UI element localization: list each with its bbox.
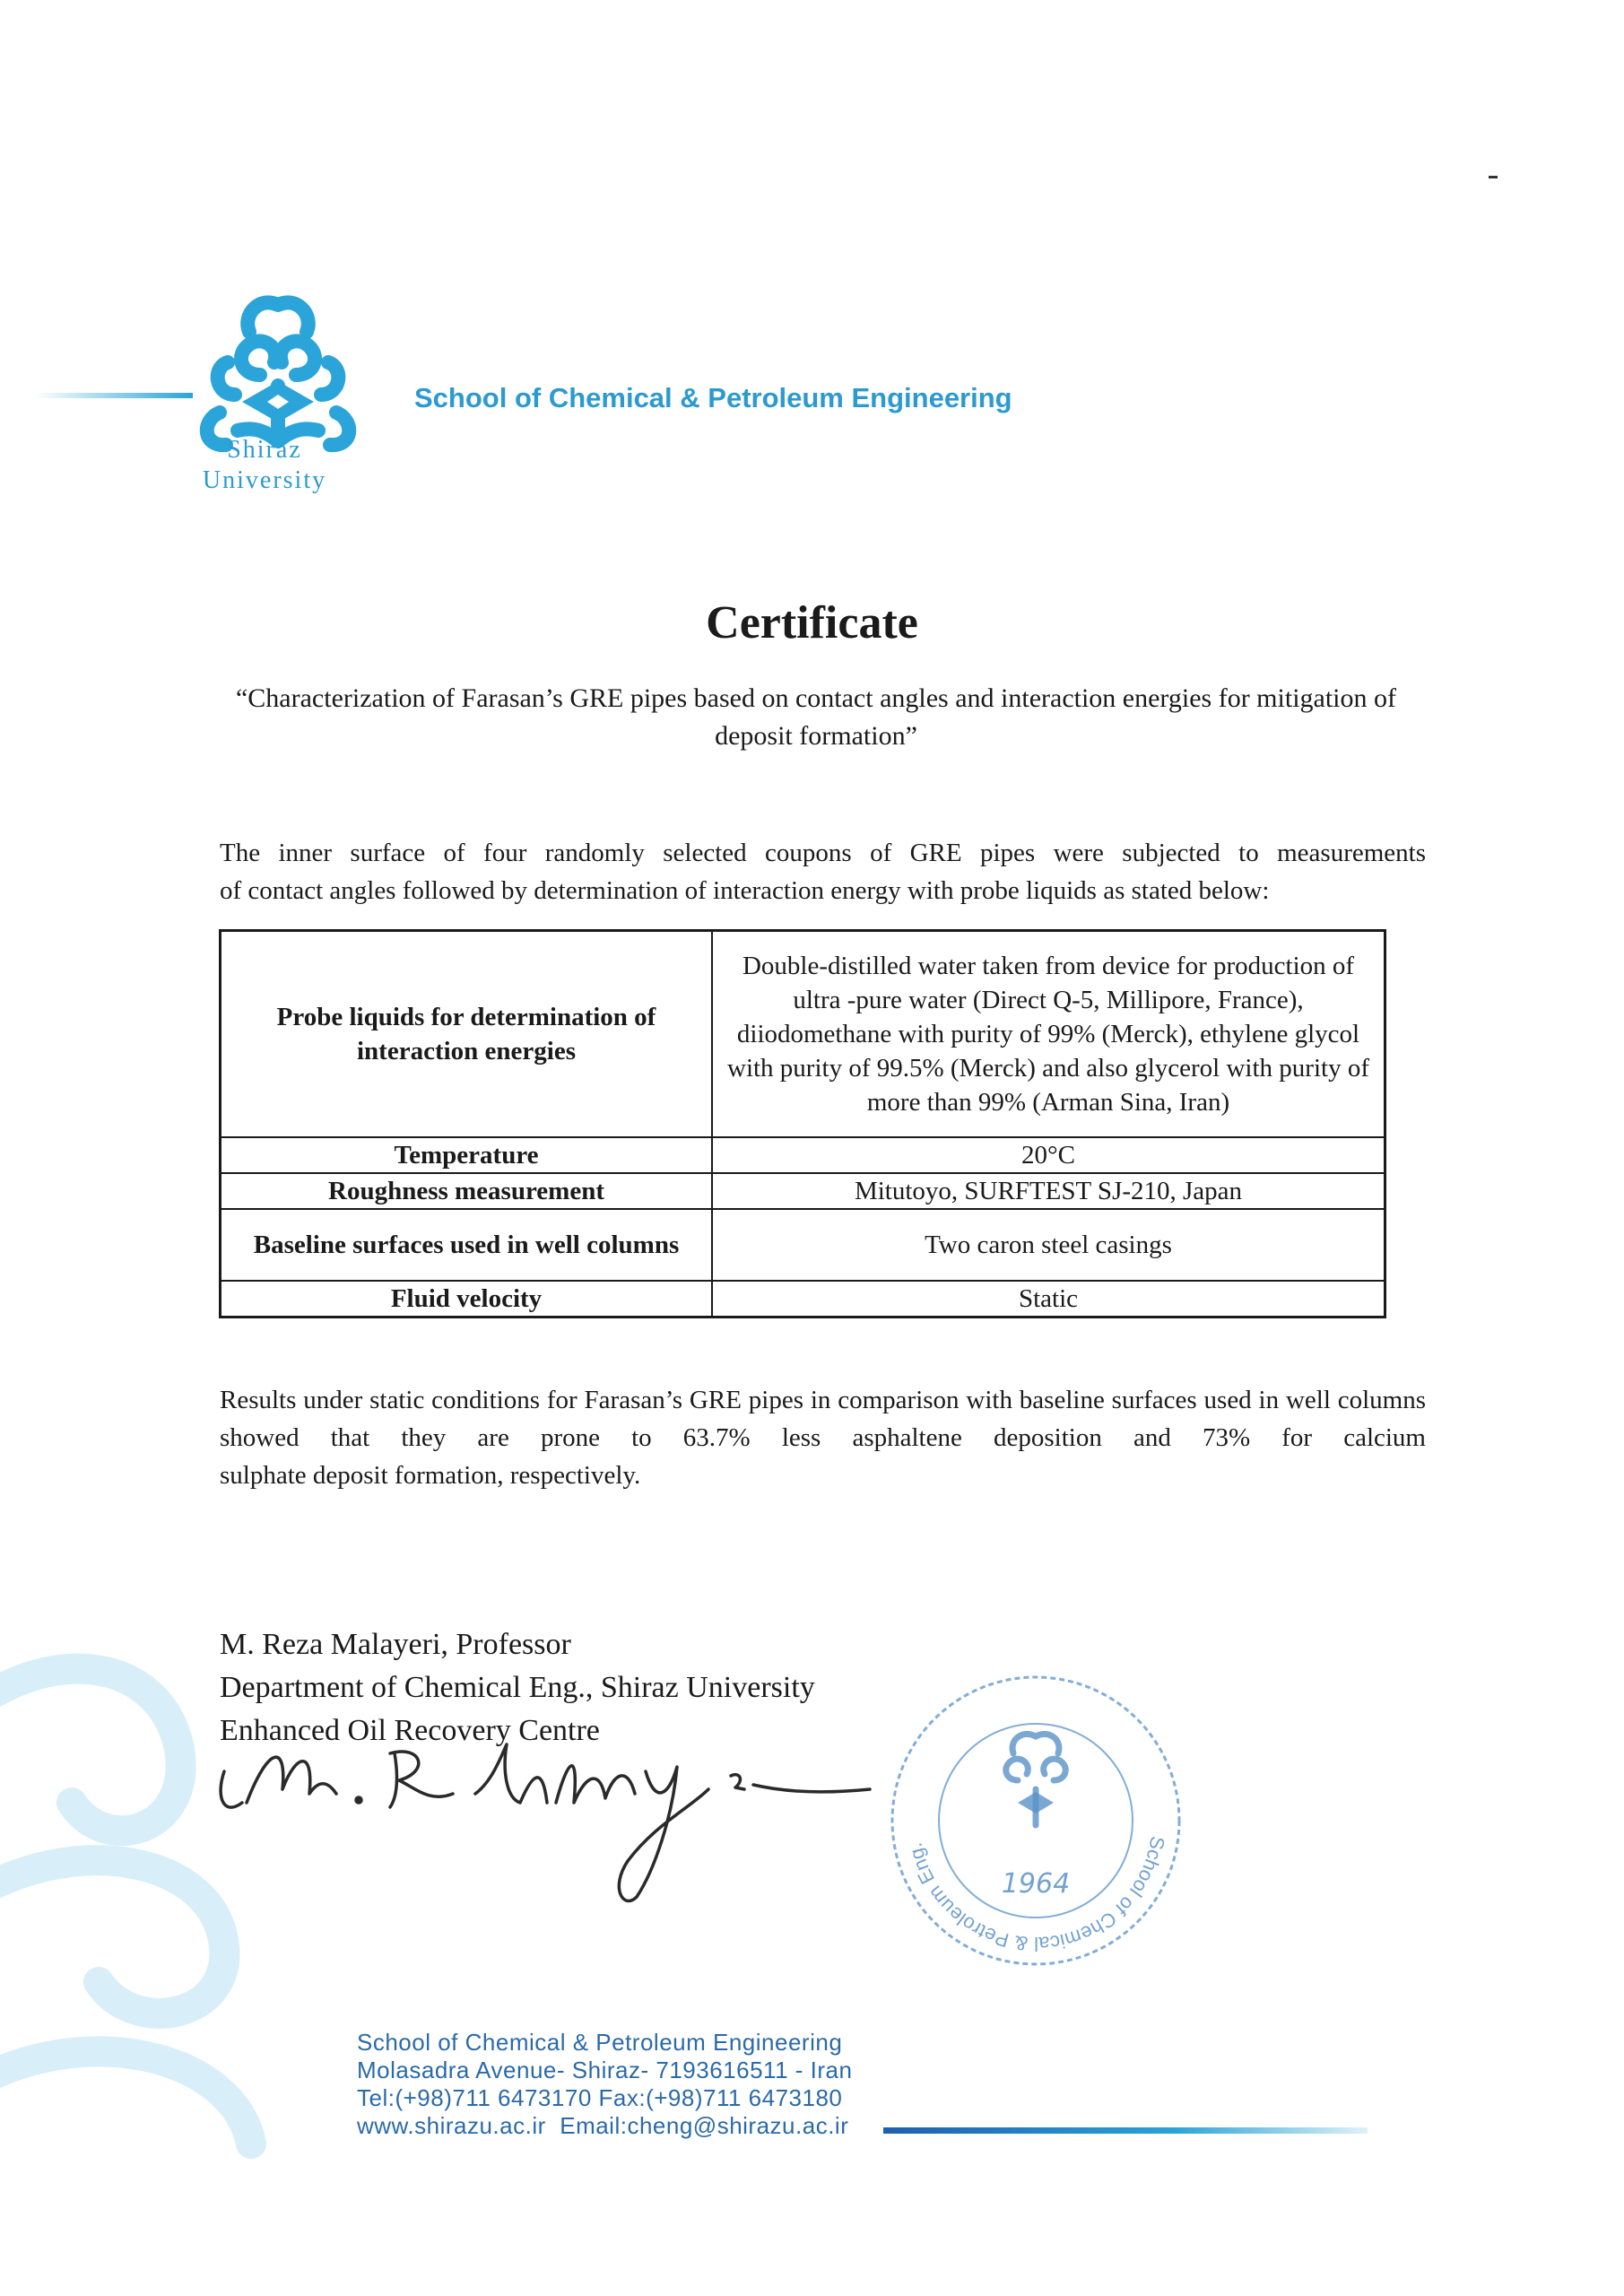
signer-centre: Enhanced Oil Recovery Centre: [220, 1714, 600, 1747]
table-row: [221, 1281, 1385, 1318]
university-name-line2: University: [202, 466, 327, 494]
intro-paragraph: [220, 834, 1426, 909]
stamp-year: 1964: [1001, 1868, 1071, 1900]
footer-web-email: www.shirazu.ac.ir Email:cheng@shirazu.ac.ir: [357, 2112, 849, 2139]
university-name-line1: Shiraz: [227, 436, 302, 464]
stamp-ring-text: School of Chemical & Petroleum Eng.: [903, 1834, 1169, 1956]
handwritten-signature: [206, 1718, 888, 1933]
specification-table: [219, 929, 1386, 1318]
school-header: School of Chemical & Petroleum Engineering: [414, 382, 1012, 413]
signer-department: Department of Chemical Eng., Shiraz University: [220, 1671, 815, 1704]
table-row: [221, 1173, 1385, 1209]
logo-accent-line: [36, 393, 193, 398]
table-row: [221, 1137, 1385, 1173]
footer-accent-line: [883, 2127, 1368, 2134]
table-label-cell: Roughness measurement: [221, 1173, 713, 1209]
certificate-title: Certificate: [706, 597, 918, 648]
footer-school: School of Chemical & Petroleum Engineering: [357, 2029, 843, 2056]
table-value-cell: Double-distilled water taken from device for production of ultra -pure water (Direct Q-5, Millipore, France), diiodomethane with purity of 99% (Merck), ethylene glycol with purity of 99.5% (Merck) and also glycerol with purity of more than 99% (Arman Sina, Iran): [712, 931, 1385, 1137]
intro-text: The inner surface of four randomly selected coupons of GRE pipes were subjected to measurements: [220, 839, 1426, 867]
table-label-cell: Temperature: [221, 1137, 713, 1173]
results-text-last-line: sulphate deposit formation, respectively.: [220, 1461, 641, 1490]
table-row: [221, 931, 1385, 1137]
table-value-cell: Mitutoyo, SURFTEST SJ-210, Japan: [712, 1173, 1385, 1209]
certificate-subtitle: “Characterization of Farasan’s GRE pipes based on contact angles and interaction energies for mitigation of deposit formation”: [235, 683, 1396, 751]
signer-name: M. Reza Malayeri, Professor: [220, 1628, 571, 1661]
official-stamp: [883, 1668, 1188, 1973]
table-label-cell: Fluid velocity: [221, 1281, 713, 1318]
table-value-cell: Static: [712, 1281, 1385, 1318]
scan-mark: [1489, 176, 1498, 178]
results-text: Results under static conditions for Farasan’s GRE pipes in comparison with baseline surfaces used in well columns showed that they are prone to 63.7% less asphaltene deposition and 73% for calcium: [220, 1386, 1426, 1452]
results-paragraph: [220, 1381, 1426, 1494]
table-value-cell: Two caron steel casings: [712, 1209, 1385, 1281]
footer-address: Molasadra Avenue- Shiraz- 7193616511 - Iran: [357, 2057, 853, 2083]
table-label-cell: Baseline surfaces used in well columns: [221, 1209, 713, 1281]
table-value-cell: 20°C: [712, 1137, 1385, 1173]
table-label-cell: Probe liquids for determination of interaction energies: [221, 931, 713, 1137]
table-row: [221, 1209, 1385, 1281]
university-name: [175, 435, 354, 496]
footer-phone-fax: Tel:(+98)711 6473170 Fax:(+98)711 6473180: [357, 2084, 843, 2111]
footer-contact: [357, 2029, 852, 2140]
intro-text-last-line: of contact angles followed by determination of interaction energy with probe liquids as stated below:: [220, 876, 1270, 905]
